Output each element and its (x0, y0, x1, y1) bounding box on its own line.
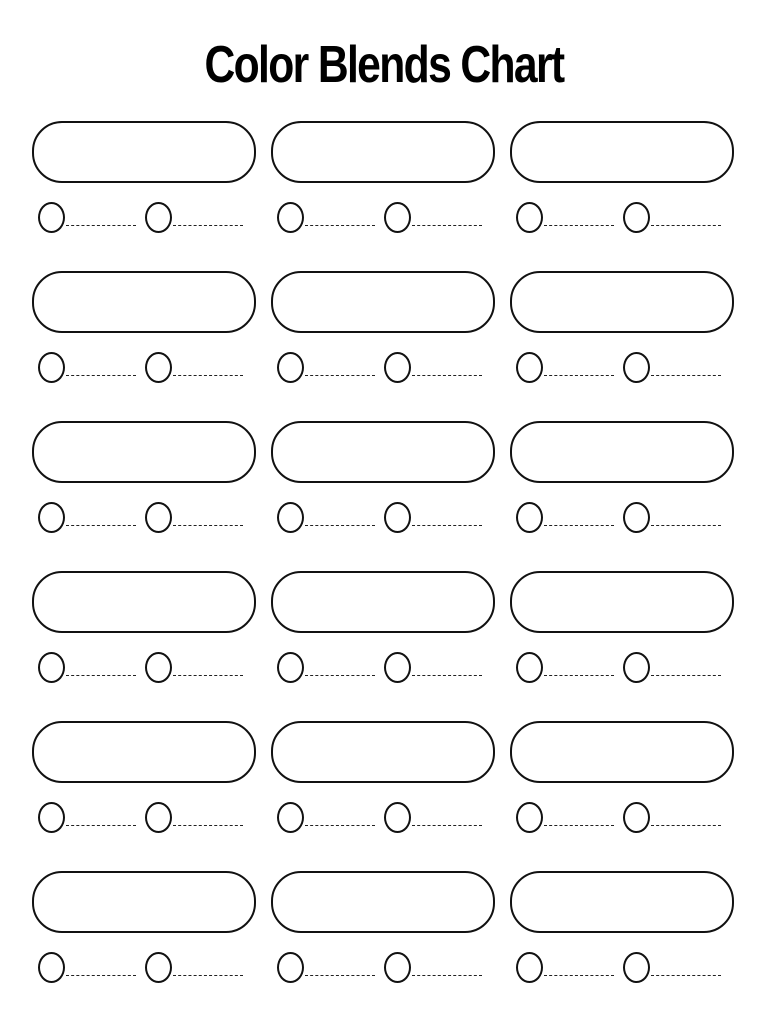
color-input-group (623, 652, 729, 686)
color-input-group (623, 952, 729, 986)
color-swatch-circle[interactable] (623, 952, 650, 983)
color-name-line[interactable] (173, 525, 243, 526)
color-input-group (277, 802, 383, 836)
color-input-group (384, 352, 490, 386)
color-swatch-circle[interactable] (384, 652, 411, 683)
blend-row (32, 270, 736, 420)
blend-cell (32, 120, 256, 240)
blend-grid (32, 120, 736, 1020)
color-name-line[interactable] (173, 675, 243, 676)
blend-cell (271, 570, 495, 690)
color-swatch-circle[interactable] (277, 802, 304, 833)
color-name-line[interactable] (66, 825, 136, 826)
color-name-line[interactable] (305, 375, 375, 376)
color-swatch-circle[interactable] (623, 202, 650, 233)
color-name-line[interactable] (66, 975, 136, 976)
color-input-group (516, 502, 622, 536)
color-swatch-circle[interactable] (145, 352, 172, 383)
color-input-group (623, 802, 729, 836)
color-swatch-circle[interactable] (516, 652, 543, 683)
blend-result-box[interactable] (510, 421, 734, 483)
blend-cell (271, 420, 495, 540)
color-swatch-circle[interactable] (623, 352, 650, 383)
color-name-line[interactable] (173, 225, 243, 226)
color-name-line[interactable] (412, 375, 482, 376)
color-name-line[interactable] (544, 375, 614, 376)
color-name-line[interactable] (544, 225, 614, 226)
color-name-line[interactable] (66, 675, 136, 676)
blend-result-box[interactable] (271, 871, 495, 933)
color-name-line[interactable] (305, 525, 375, 526)
blend-cell (510, 120, 734, 240)
color-swatch-circle[interactable] (277, 502, 304, 533)
color-input-group (38, 202, 144, 236)
blend-cell (271, 270, 495, 390)
color-input-group (516, 802, 622, 836)
blend-cell (32, 420, 256, 540)
color-swatch-circle[interactable] (277, 202, 304, 233)
color-input-group (38, 502, 144, 536)
blend-result-box[interactable] (510, 271, 734, 333)
color-name-line[interactable] (651, 225, 721, 226)
color-input-group (384, 952, 490, 986)
color-input-group (38, 802, 144, 836)
color-input-group (145, 952, 251, 986)
color-name-line[interactable] (305, 675, 375, 676)
color-input-group (145, 352, 251, 386)
color-swatch-circle[interactable] (384, 202, 411, 233)
color-input-group (277, 952, 383, 986)
color-name-line[interactable] (651, 375, 721, 376)
color-input-group (38, 652, 144, 686)
color-input-group (516, 652, 622, 686)
color-input-group (145, 202, 251, 236)
color-input-group (277, 652, 383, 686)
blend-result-box[interactable] (32, 571, 256, 633)
blend-result-box[interactable] (32, 721, 256, 783)
color-input-group (145, 502, 251, 536)
blend-result-box[interactable] (32, 871, 256, 933)
blend-row (32, 570, 736, 720)
color-name-line[interactable] (66, 525, 136, 526)
blend-result-box[interactable] (32, 271, 256, 333)
color-input-group (623, 202, 729, 236)
blend-cell (32, 270, 256, 390)
color-name-line[interactable] (305, 975, 375, 976)
blend-result-box[interactable] (271, 721, 495, 783)
color-swatch-circle[interactable] (516, 952, 543, 983)
color-swatch-circle[interactable] (38, 352, 65, 383)
color-swatch-circle[interactable] (277, 952, 304, 983)
color-name-line[interactable] (651, 525, 721, 526)
color-input-group (623, 352, 729, 386)
color-swatch-circle[interactable] (623, 502, 650, 533)
blend-result-box[interactable] (271, 121, 495, 183)
blend-cell (32, 870, 256, 990)
color-swatch-circle[interactable] (623, 652, 650, 683)
color-name-line[interactable] (412, 225, 482, 226)
color-name-line[interactable] (412, 675, 482, 676)
color-input-group (516, 202, 622, 236)
color-input-group (384, 652, 490, 686)
color-name-line[interactable] (412, 825, 482, 826)
color-swatch-circle[interactable] (516, 502, 543, 533)
blend-result-box[interactable] (510, 571, 734, 633)
blend-cell (510, 870, 734, 990)
color-swatch-circle[interactable] (623, 802, 650, 833)
color-swatch-circle[interactable] (38, 802, 65, 833)
color-swatch-circle[interactable] (145, 502, 172, 533)
blend-cell (32, 720, 256, 840)
color-input-group (277, 352, 383, 386)
blend-result-box[interactable] (510, 121, 734, 183)
color-input-group (516, 352, 622, 386)
color-swatch-circle[interactable] (384, 802, 411, 833)
blend-row (32, 120, 736, 270)
color-input-group (623, 502, 729, 536)
color-input-group (277, 202, 383, 236)
color-name-line[interactable] (173, 975, 243, 976)
color-swatch-circle[interactable] (145, 202, 172, 233)
color-name-line[interactable] (305, 825, 375, 826)
blend-result-box[interactable] (271, 271, 495, 333)
blend-row (32, 870, 736, 1020)
color-swatch-circle[interactable] (38, 652, 65, 683)
color-name-line[interactable] (66, 225, 136, 226)
color-input-group (384, 202, 490, 236)
blend-cell (271, 720, 495, 840)
color-name-line[interactable] (412, 975, 482, 976)
blend-row (32, 720, 736, 870)
blend-cell (32, 570, 256, 690)
color-input-group (384, 802, 490, 836)
blend-row (32, 420, 736, 570)
color-name-line[interactable] (173, 375, 243, 376)
blend-result-box[interactable] (271, 421, 495, 483)
blend-cell (271, 120, 495, 240)
color-swatch-circle[interactable] (145, 952, 172, 983)
color-swatch-circle[interactable] (277, 352, 304, 383)
page-title: Color Blends Chart (204, 36, 564, 94)
color-swatch-circle[interactable] (516, 802, 543, 833)
color-name-line[interactable] (412, 525, 482, 526)
color-swatch-circle[interactable] (38, 952, 65, 983)
color-swatch-circle[interactable] (277, 652, 304, 683)
color-swatch-circle[interactable] (384, 502, 411, 533)
color-name-line[interactable] (544, 675, 614, 676)
color-input-group (384, 502, 490, 536)
blend-cell (510, 420, 734, 540)
color-name-line[interactable] (651, 675, 721, 676)
color-name-line[interactable] (173, 825, 243, 826)
color-input-group (145, 802, 251, 836)
color-swatch-circle[interactable] (38, 202, 65, 233)
color-swatch-circle[interactable] (145, 652, 172, 683)
blend-cell (271, 870, 495, 990)
blend-cell (510, 570, 734, 690)
blend-result-box[interactable] (271, 571, 495, 633)
color-name-line[interactable] (651, 825, 721, 826)
color-name-line[interactable] (544, 825, 614, 826)
color-name-line[interactable] (544, 975, 614, 976)
blend-result-box[interactable] (510, 721, 734, 783)
blend-result-box[interactable] (32, 121, 256, 183)
color-input-group (38, 352, 144, 386)
color-name-line[interactable] (651, 975, 721, 976)
blend-result-box[interactable] (32, 421, 256, 483)
color-input-group (516, 952, 622, 986)
color-name-line[interactable] (305, 225, 375, 226)
color-swatch-circle[interactable] (516, 352, 543, 383)
color-name-line[interactable] (66, 375, 136, 376)
color-input-group (277, 502, 383, 536)
blend-cell (510, 720, 734, 840)
color-swatch-circle[interactable] (384, 352, 411, 383)
color-swatch-circle[interactable] (38, 502, 65, 533)
color-swatch-circle[interactable] (516, 202, 543, 233)
blend-result-box[interactable] (510, 871, 734, 933)
color-swatch-circle[interactable] (384, 952, 411, 983)
blend-cell (510, 270, 734, 390)
color-swatch-circle[interactable] (145, 802, 172, 833)
color-name-line[interactable] (544, 525, 614, 526)
color-input-group (38, 952, 144, 986)
color-input-group (145, 652, 251, 686)
